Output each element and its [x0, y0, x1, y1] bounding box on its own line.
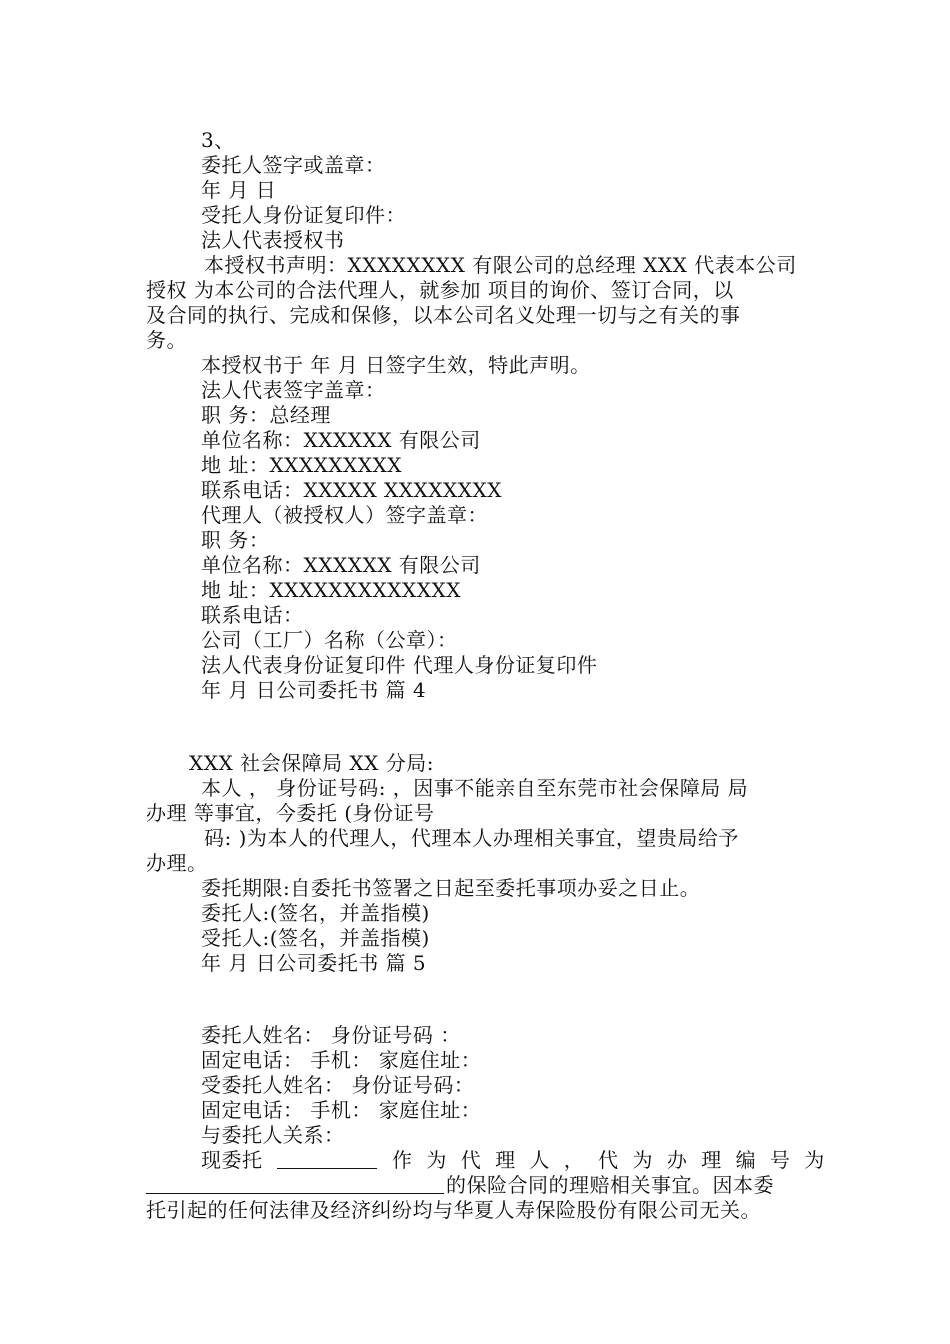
- legal-rep-position: 职 务：总经理: [201, 403, 331, 427]
- item-number: 3、: [201, 128, 235, 152]
- term-line: 委托期限:自委托书签署之日起至委托事项办妥之日止。: [201, 876, 701, 900]
- legal-rep-company: 单位名称：XXXXXX 有限公司: [201, 428, 481, 452]
- authorization-title: 法人代表授权书: [201, 228, 345, 252]
- letter-body-line-3: 码: )为本人的代理人，代理本人办理相关事宜，望贵局给予: [204, 826, 739, 850]
- letter-body-line-4: 办理。: [146, 851, 208, 875]
- policy-number-blank: [146, 1173, 444, 1194]
- claim-text: 的保险合同的理赔相关事宜。因本委: [446, 1173, 774, 1197]
- principal-contact-line: 固定电话： 手机： 家庭住址：: [201, 1048, 482, 1072]
- date-line: 年 月 日: [201, 178, 277, 202]
- letter-body-line-1: 本人 ， 身份证号码: ，因事不能亲自至东莞市社会保障局 局: [201, 776, 749, 800]
- declaration-line-3: 及合同的执行、完成和保修，以本公司名义处理一切与之有关的事: [146, 303, 741, 327]
- letter-body-line-2: 办理 等事宜，今委托 (身份证号: [146, 801, 435, 825]
- agent-position: 职 务：: [201, 528, 270, 552]
- relation-line: 与委托人关系：: [201, 1123, 345, 1147]
- agent-signature: 代理人（被授权人）签字盖章：: [201, 503, 488, 527]
- entrust-tail: 作 为 代 理 人 ， 代 为 办 理 编 号 为: [392, 1148, 829, 1172]
- agent-contact-line: 固定电话： 手机： 家庭住址：: [201, 1098, 482, 1122]
- agent-company: 单位名称：XXXXXX 有限公司: [201, 553, 481, 577]
- agent-phone: 联系电话：: [201, 603, 304, 627]
- principal-line: 委托人:(签名，并盖指模): [201, 901, 430, 925]
- declaration-line-4: 务。: [146, 328, 187, 352]
- disclaimer-line: 托引起的任何法律及经济纠纷均与华夏人寿保险股份有限公司无关。: [146, 1198, 761, 1222]
- section-footer-5: 年 月 日公司委托书 篇 5: [201, 951, 427, 975]
- company-seal-line: 公司（工厂）名称（公章）：: [201, 628, 458, 652]
- effective-date-line: 本授权书于 年 月 日签字生效，特此声明。: [201, 353, 591, 377]
- id-copies-line: 法人代表身份证复印件 代理人身份证复印件: [201, 653, 598, 677]
- agent-name-blank: [277, 1148, 377, 1169]
- agent-id-copy-line: 受托人身份证复印件：: [201, 203, 406, 227]
- section-footer-4: 年 月 日公司委托书 篇 4: [201, 678, 427, 702]
- legal-rep-phone: 联系电话：XXXXX XXXXXXXX: [201, 478, 502, 502]
- declaration-line-1: 本授权书声明：XXXXXXXX 有限公司的总经理 XXX 代表本公司: [204, 253, 797, 277]
- agent-name-line: 受委托人姓名： 身份证号码：: [201, 1073, 475, 1097]
- principal-signature-line: 委托人签字或盖章：: [201, 153, 386, 177]
- legal-rep-address: 地 址：XXXXXXXXX: [201, 453, 403, 477]
- legal-rep-signature: 法人代表签字盖章：: [201, 378, 386, 402]
- agent-address: 地 址：XXXXXXXXXXXXX: [201, 578, 461, 602]
- agent-line: 受托人:(签名，并盖指模): [201, 926, 430, 950]
- entrust-lead: 现委托: [201, 1148, 263, 1172]
- principal-name-line: 委托人姓名： 身份证号码 ：: [201, 1023, 461, 1047]
- declaration-line-2: 授权 为本公司的合法代理人，就参加 项目的询价、签订合同，以: [146, 278, 734, 302]
- addressee-line: XXX 社会保障局 XX 分局:: [189, 751, 435, 775]
